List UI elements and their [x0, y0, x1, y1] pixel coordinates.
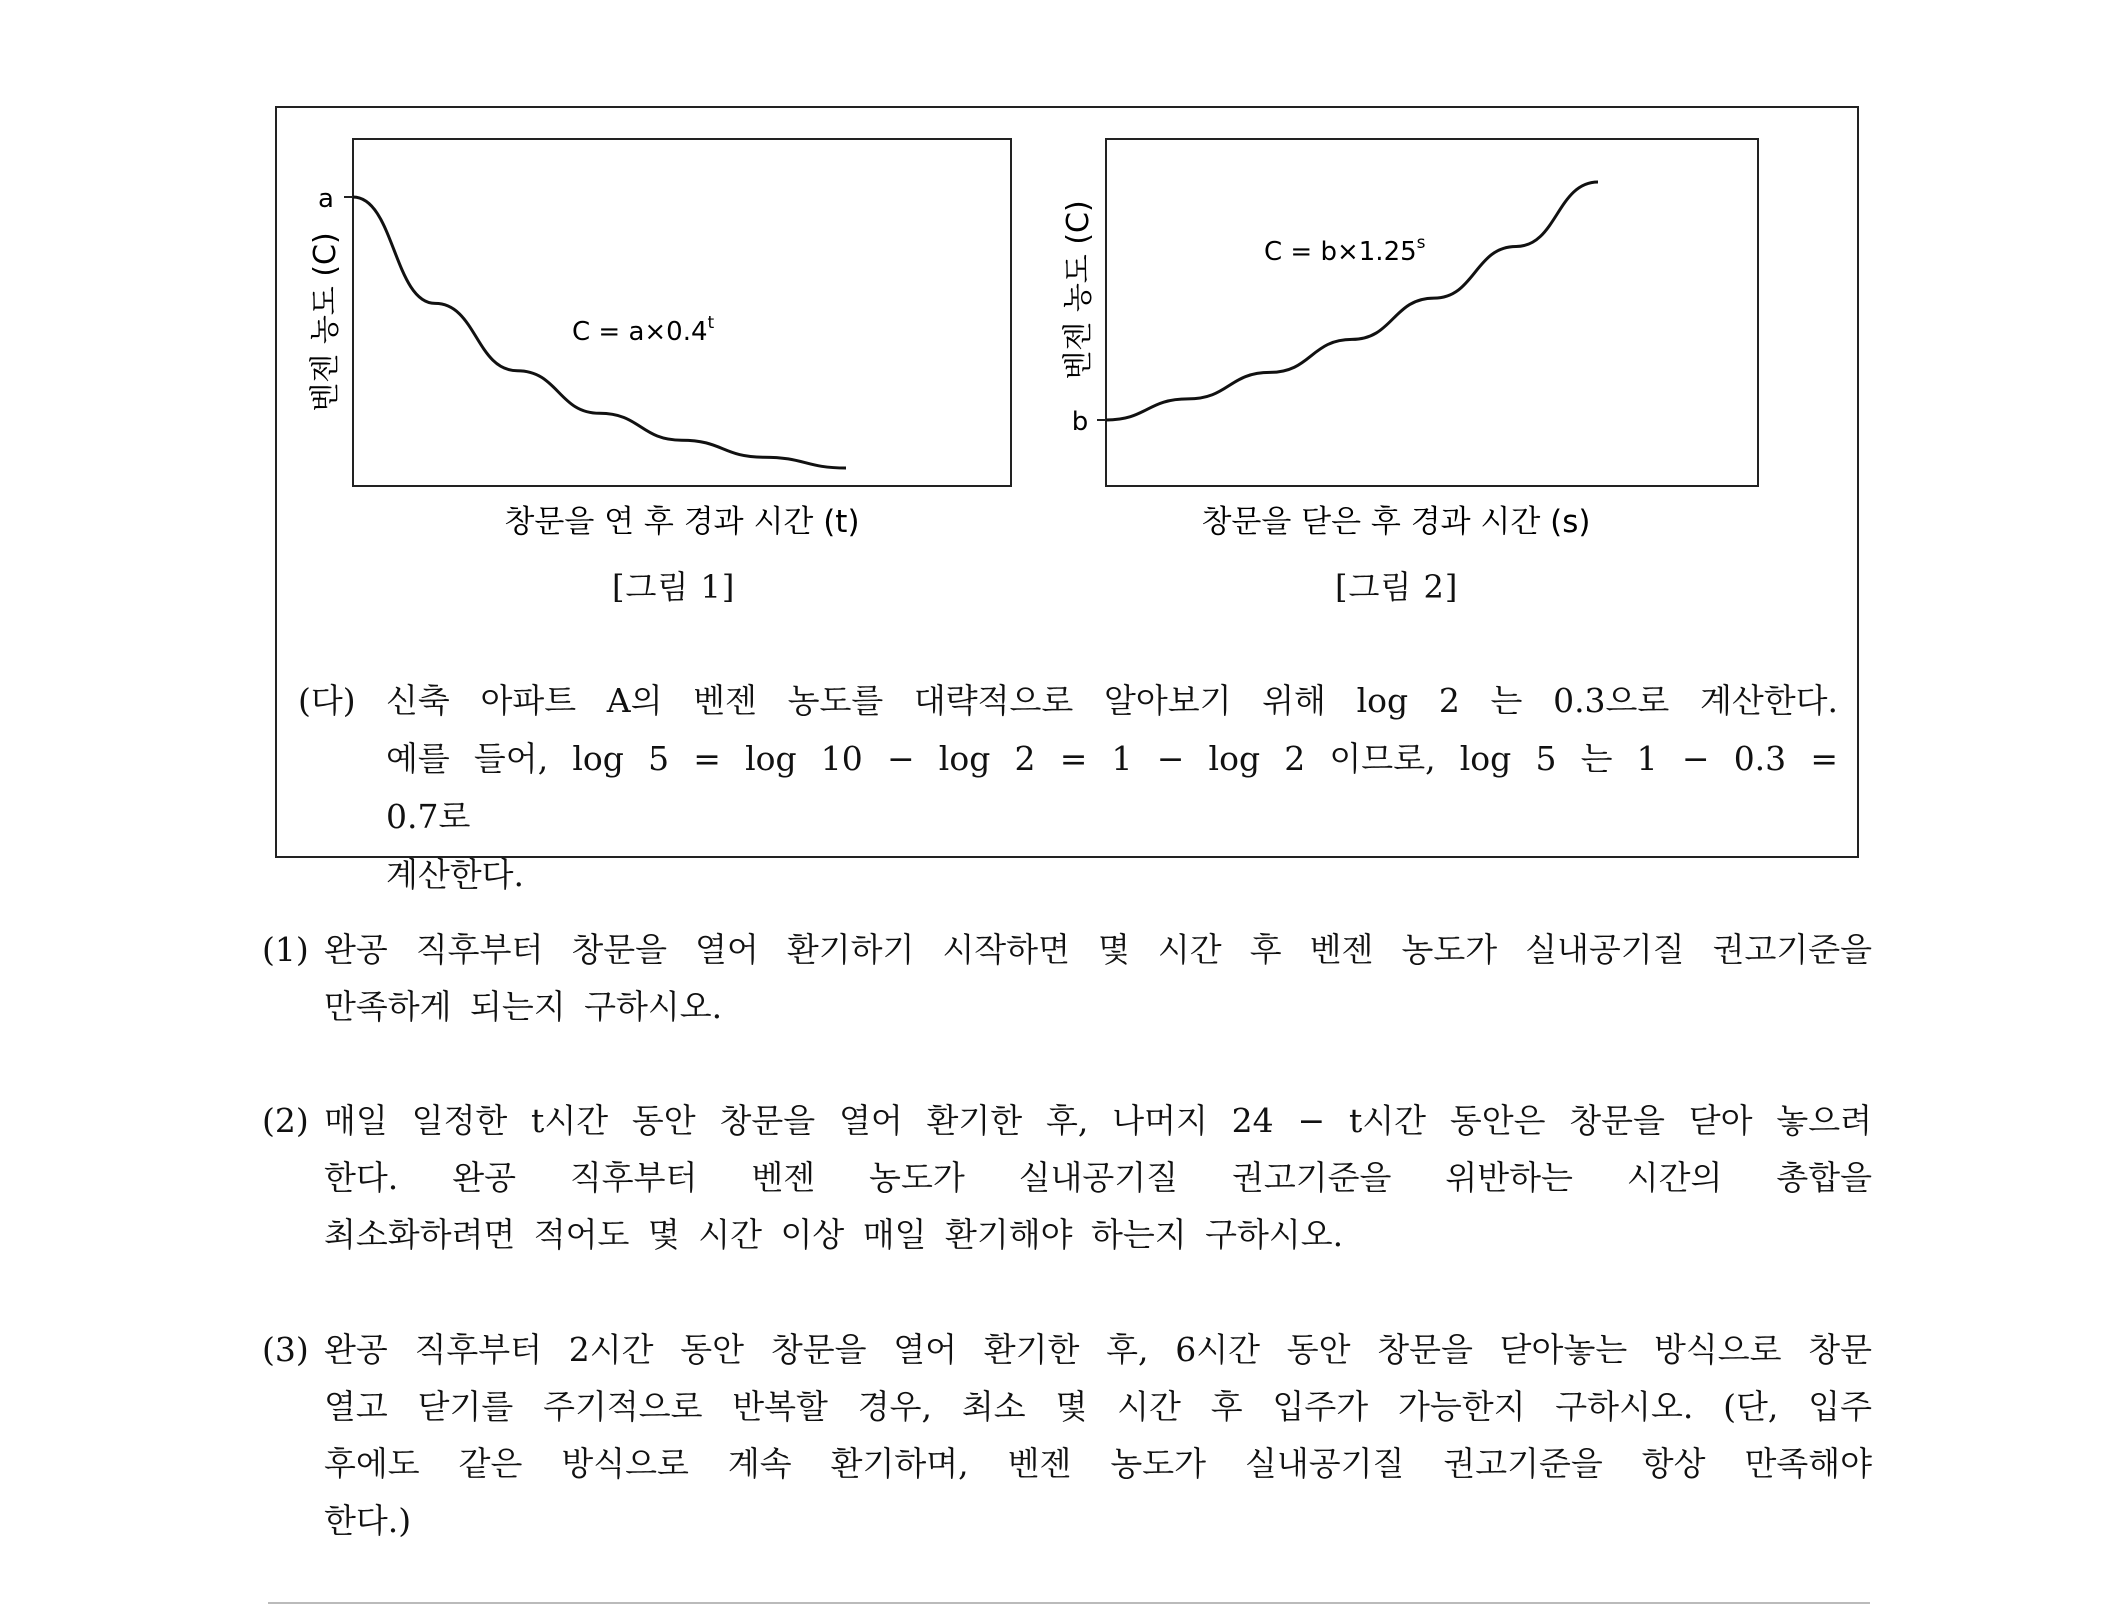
note-label: (다): [298, 681, 356, 720]
fig2-equation: $C = b\times 1.25^s$: [1264, 233, 1426, 267]
question-1-label: (1): [262, 930, 309, 969]
question-3-line-1: 완공 직후부터 2시간 동안 창문을 열어 환기한 후, 6시간 동안 창문을 닫아놓는 방식으로 창문: [324, 1330, 1872, 1369]
fig1-y-tick-label: a: [318, 184, 334, 214]
fig2-x-axis-label: 창문을 닫은 후 경과 시간 (s): [1201, 504, 1591, 540]
question-3-label: (3): [262, 1330, 309, 1369]
bottom-rule: [268, 1602, 1870, 1604]
question-2-line-2: 한다. 완공 직후부터 벤젠 농도가 실내공기질 권고기준을 위반하는 시간의 총합을: [324, 1158, 1872, 1197]
fig1-equation: $C = a\times 0.4^t$: [572, 313, 715, 347]
fig1-plot-area: [353, 139, 1011, 486]
fig2-plot-area: [1106, 139, 1758, 486]
note-line-3: 계산한다.: [386, 855, 525, 894]
question-2-label: (2): [262, 1101, 309, 1140]
question-3-line-2: 열고 닫기를 주기적으로 반복할 경우, 최소 몇 시간 후 입주가 가능한지 구하시오. (단, 입주: [324, 1387, 1872, 1426]
fig1-x-axis-label: 창문을 연 후 경과 시간 (t): [504, 504, 860, 540]
fig2-y-tick-label: b: [1071, 407, 1089, 437]
question-1-line-1: 완공 직후부터 창문을 열어 환기하기 시작하면 몇 시간 후 벤젠 농도가 실내공기질 권고기준을: [324, 930, 1872, 969]
question-3-line-4: 한다.): [324, 1501, 412, 1540]
fig1-y-axis-label: 벤젠 농도 (C): [308, 232, 343, 412]
question-2-line-3: 최소화하려면 적어도 몇 시간 이상 매일 환기해야 하는지 구하시오.: [324, 1215, 1344, 1254]
fig2-y-axis-label: 벤젠 농도 (C): [1061, 200, 1096, 380]
fig2-growth-curve: [1106, 182, 1598, 420]
question-1: [262, 921, 1872, 1035]
figure-1: [308, 139, 1011, 540]
figure-2-caption: [그림 2]: [1335, 568, 1459, 606]
note-da: [298, 672, 1838, 904]
question-3: [262, 1321, 1872, 1549]
figure-2: [1061, 139, 1758, 540]
figure-1-caption: [그림 1]: [612, 568, 736, 606]
note-line-2: 예를 들어, log 5 = log 10 − log 2 = 1 − log 2 이므로, log 5 는 1 − 0.3 = 0.7로: [386, 739, 1838, 836]
note-line-1: 신축 아파트 A의 벤젠 농도를 대략적으로 알아보기 위해 log 2 는 0.3으로 계산한다.: [386, 681, 1838, 720]
figures-svg: [0, 0, 2121, 620]
question-1-line-2: 만족하게 되는지 구하시오.: [324, 987, 723, 1026]
question-3-line-3: 후에도 같은 방식으로 계속 환기하며, 벤젠 농도가 실내공기질 권고기준을 항상 만족해야: [324, 1444, 1872, 1483]
question-2-line-1: 매일 일정한 t시간 동안 창문을 열어 환기한 후, 나머지 24 − t시간 동안은 창문을 닫아 놓으려: [324, 1101, 1872, 1140]
question-2: [262, 1092, 1872, 1263]
